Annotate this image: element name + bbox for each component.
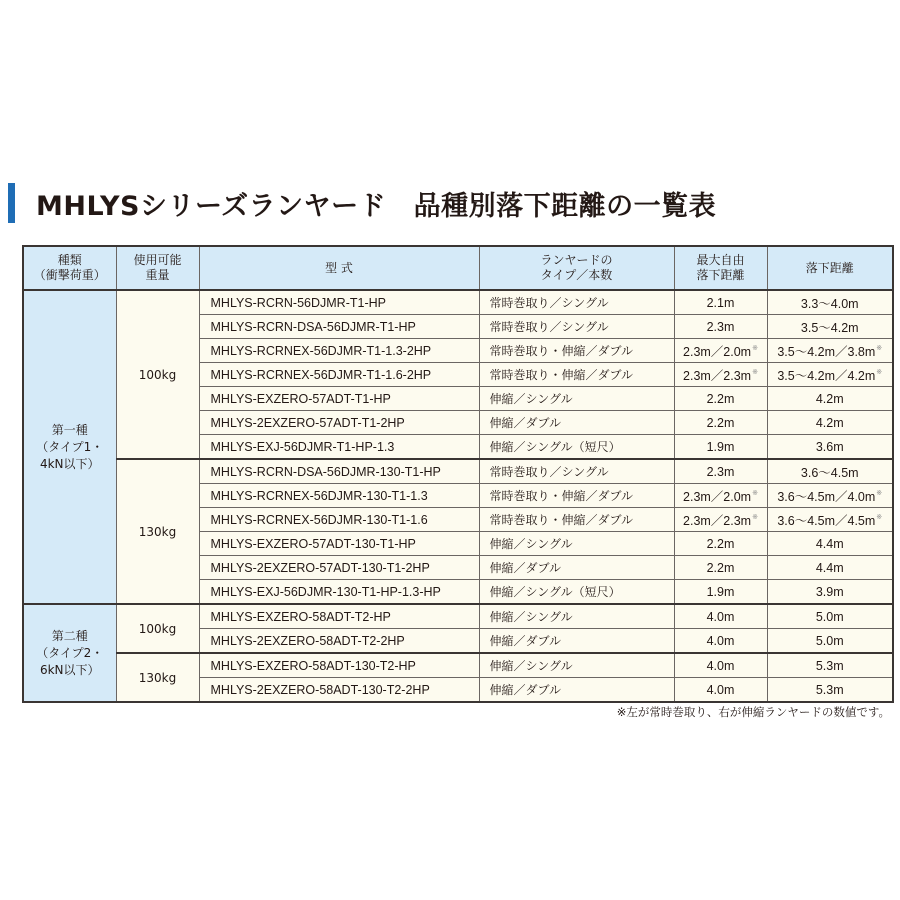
fall-distance-table (22, 245, 894, 703)
weight-cell: 130kg (116, 653, 199, 702)
category-cell: 第一種 （タイプ1・ 4kN以下） (23, 290, 116, 604)
fall-distance-cell: 5.0m (767, 604, 893, 629)
model-cell: MHLYS-EXJ-56DJMR-130-T1-HP-1.3-HP (199, 580, 479, 605)
table-row (23, 653, 893, 678)
note-mark: ※ (876, 368, 883, 376)
table-header-row (23, 246, 893, 290)
model-cell: MHLYS-RCRN-56DJMR-T1-HP (199, 290, 479, 315)
lanyard-type-cell: 伸縮／シングル (479, 532, 674, 556)
model-cell: MHLYS-RCRNEX-56DJMR-130-T1-1.3 (199, 484, 479, 508)
note-mark: ※ (752, 368, 758, 376)
note-mark: ※ (752, 513, 758, 521)
title-block (8, 183, 716, 223)
model-cell: MHLYS-EXZERO-58ADT-130-T2-HP (199, 653, 479, 678)
category-cell: 第二種 （タイプ2・ 6kN以下） (23, 604, 116, 702)
fall-distance-cell: 3.3〜4.0m (767, 290, 893, 315)
header-max-free-fall: 最大自由 落下距離 (674, 246, 767, 290)
fall-distance-cell: 5.3m (767, 653, 893, 678)
model-cell: MHLYS-RCRNEX-56DJMR-T1-1.6-2HP (199, 363, 479, 387)
max-free-fall-cell: 1.9m (674, 580, 767, 605)
lanyard-type-cell: 常時巻取り／シングル (479, 459, 674, 484)
model-cell: MHLYS-EXZERO-58ADT-T2-HP (199, 604, 479, 629)
lanyard-type-cell: 伸縮／シングル（短尺） (479, 435, 674, 460)
note-mark: ※ (876, 344, 883, 352)
table-row (23, 604, 893, 629)
model-cell: MHLYS-RCRN-DSA-56DJMR-T1-HP (199, 315, 479, 339)
model-cell: MHLYS-2EXZERO-58ADT-130-T2-2HP (199, 678, 479, 703)
model-cell: MHLYS-2EXZERO-57ADT-130-T1-2HP (199, 556, 479, 580)
lanyard-type-cell: 常時巻取り・伸縮／ダブル (479, 508, 674, 532)
lanyard-type-cell: 常時巻取り・伸縮／ダブル (479, 339, 674, 363)
fall-distance-cell: 3.6〜4.5m (767, 459, 893, 484)
lanyard-type-cell: 常時巻取り・伸縮／ダブル (479, 484, 674, 508)
lanyard-type-cell: 伸縮／ダブル (479, 629, 674, 654)
lanyard-type-cell: 伸縮／シングル (479, 653, 674, 678)
weight-cell: 100kg (116, 604, 199, 653)
fall-distance-cell: 4.2m (767, 411, 893, 435)
note-mark: ※ (752, 344, 758, 352)
max-free-fall-cell: 2.3m (674, 459, 767, 484)
fall-distance-cell: 5.0m (767, 629, 893, 654)
fall-distance-cell: 4.4m (767, 532, 893, 556)
table-row (23, 459, 893, 484)
max-free-fall-cell: 2.3m／2.3m※ (674, 363, 767, 387)
max-free-fall-cell: 4.0m (674, 629, 767, 654)
header-weight: 使用可能 重量 (116, 246, 199, 290)
max-free-fall-cell: 4.0m (674, 653, 767, 678)
table-row (23, 290, 893, 315)
weight-cell: 100kg (116, 290, 199, 459)
lanyard-type-cell: 常時巻取り／シングル (479, 315, 674, 339)
max-free-fall-cell: 2.1m (674, 290, 767, 315)
title-accent-bar (8, 183, 15, 223)
header-model: 型 式 (199, 246, 479, 290)
lanyard-type-cell: 伸縮／シングル (479, 604, 674, 629)
lanyard-type-cell: 常時巻取り・伸縮／ダブル (479, 363, 674, 387)
max-free-fall-cell: 2.3m (674, 315, 767, 339)
max-free-fall-cell: 1.9m (674, 435, 767, 460)
max-free-fall-cell: 2.3m／2.3m※ (674, 508, 767, 532)
lanyard-type-cell: 伸縮／シングル (479, 387, 674, 411)
fall-distance-cell: 3.5〜4.2m／3.8m※ (767, 339, 893, 363)
model-cell: MHLYS-EXZERO-57ADT-T1-HP (199, 387, 479, 411)
model-cell: MHLYS-RCRNEX-56DJMR-T1-1.3-2HP (199, 339, 479, 363)
fall-distance-cell: 5.3m (767, 678, 893, 703)
lanyard-type-cell: 常時巻取り／シングル (479, 290, 674, 315)
max-free-fall-cell: 4.0m (674, 678, 767, 703)
max-free-fall-cell: 2.2m (674, 387, 767, 411)
max-free-fall-cell: 2.3m／2.0m※ (674, 484, 767, 508)
model-cell: MHLYS-EXJ-56DJMR-T1-HP-1.3 (199, 435, 479, 460)
model-cell: MHLYS-2EXZERO-57ADT-T1-2HP (199, 411, 479, 435)
weight-cell: 130kg (116, 459, 199, 604)
max-free-fall-cell: 2.3m／2.0m※ (674, 339, 767, 363)
max-free-fall-cell: 4.0m (674, 604, 767, 629)
lanyard-type-cell: 伸縮／ダブル (479, 411, 674, 435)
fall-distance-cell: 3.6m (767, 435, 893, 460)
footnote: ※左が常時巻取り、右が伸縮ランヤードの数値です。 (616, 705, 890, 719)
page-title: MHLYSシリーズランヤード 品種別落下距離の一覧表 (36, 190, 717, 222)
table-body (23, 290, 893, 702)
fall-distance-cell: 3.6〜4.5m／4.0m※ (767, 484, 893, 508)
model-cell: MHLYS-2EXZERO-58ADT-T2-2HP (199, 629, 479, 654)
fall-distance-cell: 3.6〜4.5m／4.5m※ (767, 508, 893, 532)
header-fall-distance: 落下距離 (767, 246, 893, 290)
note-mark: ※ (752, 489, 758, 497)
lanyard-type-cell: 伸縮／シングル（短尺） (479, 580, 674, 605)
fall-distance-cell: 3.5〜4.2m (767, 315, 893, 339)
max-free-fall-cell: 2.2m (674, 411, 767, 435)
fall-distance-cell: 4.2m (767, 387, 893, 411)
fall-distance-cell: 3.5〜4.2m／4.2m※ (767, 363, 893, 387)
lanyard-type-cell: 伸縮／ダブル (479, 556, 674, 580)
model-cell: MHLYS-EXZERO-57ADT-130-T1-HP (199, 532, 479, 556)
model-cell: MHLYS-RCRNEX-56DJMR-130-T1-1.6 (199, 508, 479, 532)
fall-distance-cell: 3.9m (767, 580, 893, 605)
note-mark: ※ (876, 489, 883, 497)
lanyard-type-cell: 伸縮／ダブル (479, 678, 674, 703)
max-free-fall-cell: 2.2m (674, 532, 767, 556)
max-free-fall-cell: 2.2m (674, 556, 767, 580)
fall-distance-cell: 4.4m (767, 556, 893, 580)
header-lanyard-type: ランヤードの タイプ／本数 (479, 246, 674, 290)
note-mark: ※ (876, 513, 883, 521)
model-cell: MHLYS-RCRN-DSA-56DJMR-130-T1-HP (199, 459, 479, 484)
header-category: 種類 （衝撃荷重） (23, 246, 116, 290)
